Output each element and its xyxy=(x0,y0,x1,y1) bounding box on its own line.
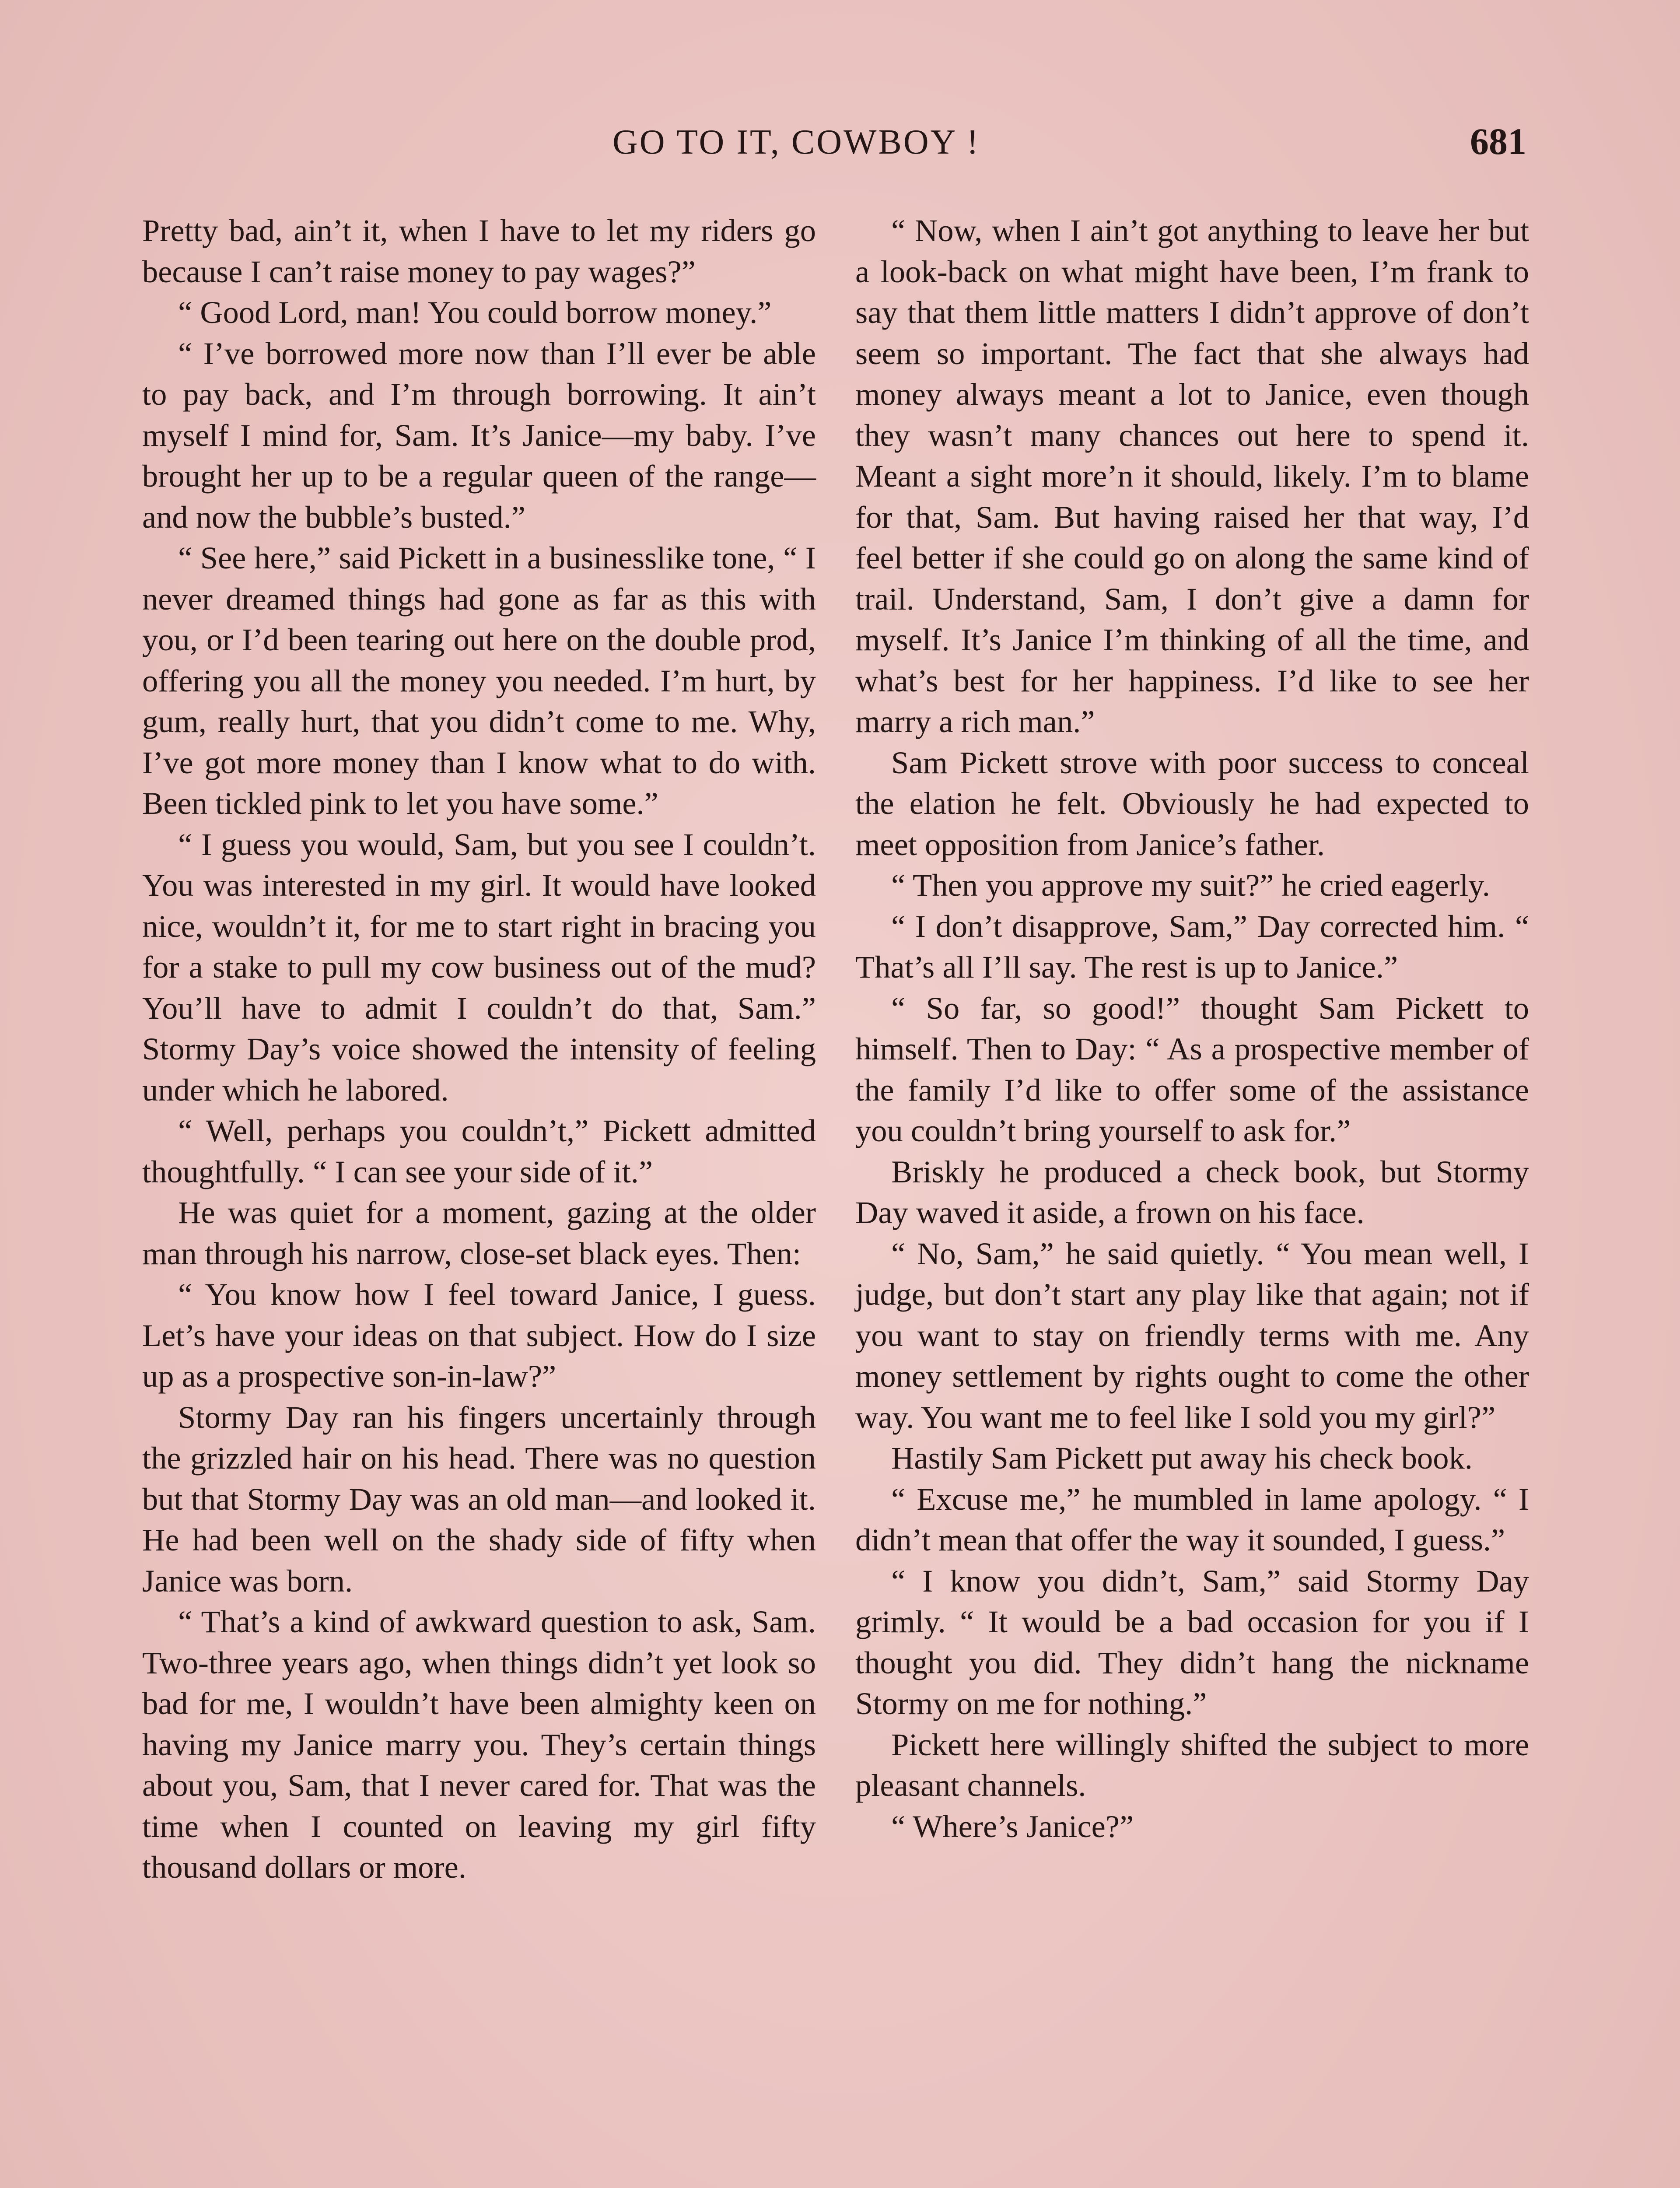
paragraph: “ See here,” said Pickett in a businesslike tone, “ I never dreamed things had gone as far as this with you, or I’d been tearing out here on the double prod, offering you all the money you needed. I’m hurt, by gum, really hurt, that you didn’t come to me. Why, I’ve got more money than I know what to do with. Been tickled pink to let you have some.” xyxy=(142,540,816,821)
paragraph: “ That’s a kind of awkward question to ask, Sam. Two-three years ago, when things didn’t yet look so bad for me, I wouldn’t have been almighty keen on having my Janice marry you. They’s certain things about you, Sam, that I never cared for. That was the time when I counted on leaving my girl fifty thousand dollars or more. xyxy=(142,1604,816,1885)
left-column xyxy=(142,210,816,1888)
paragraph: Pretty bad, ain’t it, when I have to let my riders go because I can’t raise money to pay wages?” xyxy=(142,213,816,289)
paragraph: Hastily Sam Pickett put away his check book. xyxy=(891,1440,1473,1476)
paragraph: “ Now, when I ain’t got anything to leave her but a look-back on what might have been, I’m frank to say that them little matters I didn’t approve of don’t seem so important. The fact that she always had money always meant a lot to Janice, even though they wasn’t many chances out here to spend it. Meant a sight more’n it should, likely. I’m to blame for that, Sam. But having raised her that way, I’d feel better if she could go on along the same kind of trail. Understand, Sam, I don’t give a damn for myself. It’s Janice I’m thinking of all the time, and what’s best for her happiness. I’d like to see her marry a rich man.” xyxy=(855,213,1529,739)
paragraph: “ I know you didn’t, Sam,” said Stormy Day grimly. “ It would be a bad occasion for you if I thought you did. They didn’t hang the nickname Stormy on me for nothing.” xyxy=(855,1563,1529,1721)
paragraph: Sam Pickett strove with poor success to conceal the elation he felt. Obviously he had expected to meet opposition from Janice’s father. xyxy=(855,744,1529,862)
running-title: GO TO IT, COWBOY ! xyxy=(612,123,980,161)
paragraph: He was quiet for a moment, gazing at the older man through his narrow, close-set black eyes. Then: xyxy=(142,1195,816,1271)
right-column xyxy=(855,210,1529,1847)
paragraph: “ So far, so good!” thought Sam Pickett to himself. Then to Day: “ As a prospective member of the family I’d like to offer some of the assistance you couldn’t bring yourself to ask for.” xyxy=(855,990,1529,1148)
page-number: 681 xyxy=(1470,120,1526,162)
paragraph: “ No, Sam,” he said quietly. “ You mean well, I judge, but don’t start any play like that again; not if you want to stay on friendly terms with me. Any money settlement by rights ought to come the other way. You want me to feel like I sold you my girl?” xyxy=(855,1235,1529,1435)
paragraph: “ Where’s Janice?” xyxy=(891,1808,1134,1844)
paragraph: Briskly he produced a check book, but Stormy Day waved it aside, a frown on his face. xyxy=(855,1154,1529,1230)
paragraph: “ I’ve borrowed more now than I’ll ever be able to pay back, and I’m through borrowing. It ain’t myself I mind for, Sam. It’s Janice—my baby. I’ve brought her up to be a regular queen of the range—and now the bubble’s busted.” xyxy=(142,335,816,535)
paragraph: Stormy Day ran his fingers uncertainly through the grizzled hair on his head. There was no question but that Stormy Day was an old man—and looked it. He had been well on the shady side of fifty when Janice was born. xyxy=(142,1399,816,1599)
paragraph: Pickett here willingly shifted the subject to more pleasant channels. xyxy=(855,1726,1529,1803)
paragraph: “ Good Lord, man! You could borrow money.” xyxy=(178,295,772,330)
paragraph: “ I don’t disapprove, Sam,” Day corrected him. “ That’s all I’ll say. The rest is up to Janice.” xyxy=(855,908,1529,985)
paragraph: “ Then you approve my suit?” he cried eagerly. xyxy=(891,867,1490,903)
paragraph: “ You know how I feel toward Janice, I guess. Let’s have your ideas on that subject. How do I size up as a prospective son-in-law?” xyxy=(142,1276,816,1394)
paragraph: “ Well, perhaps you couldn’t,” Pickett admitted thoughtfully. “ I can see your side of it.” xyxy=(142,1113,816,1189)
paragraph: “ Excuse me,” he mumbled in lame apology. “ I didn’t mean that offer the way it sounded, I guess.” xyxy=(855,1481,1529,1557)
paragraph: “ I guess you would, Sam, but you see I couldn’t. You was interested in my girl. It would have looked nice, wouldn’t it, for me to start right in bracing you for a stake to pull my cow business out of the mud? You’ll have to admit I couldn’t do that, Sam.” Stormy Day’s voice showed the intensity of feeling under which he labored. xyxy=(142,826,816,1108)
